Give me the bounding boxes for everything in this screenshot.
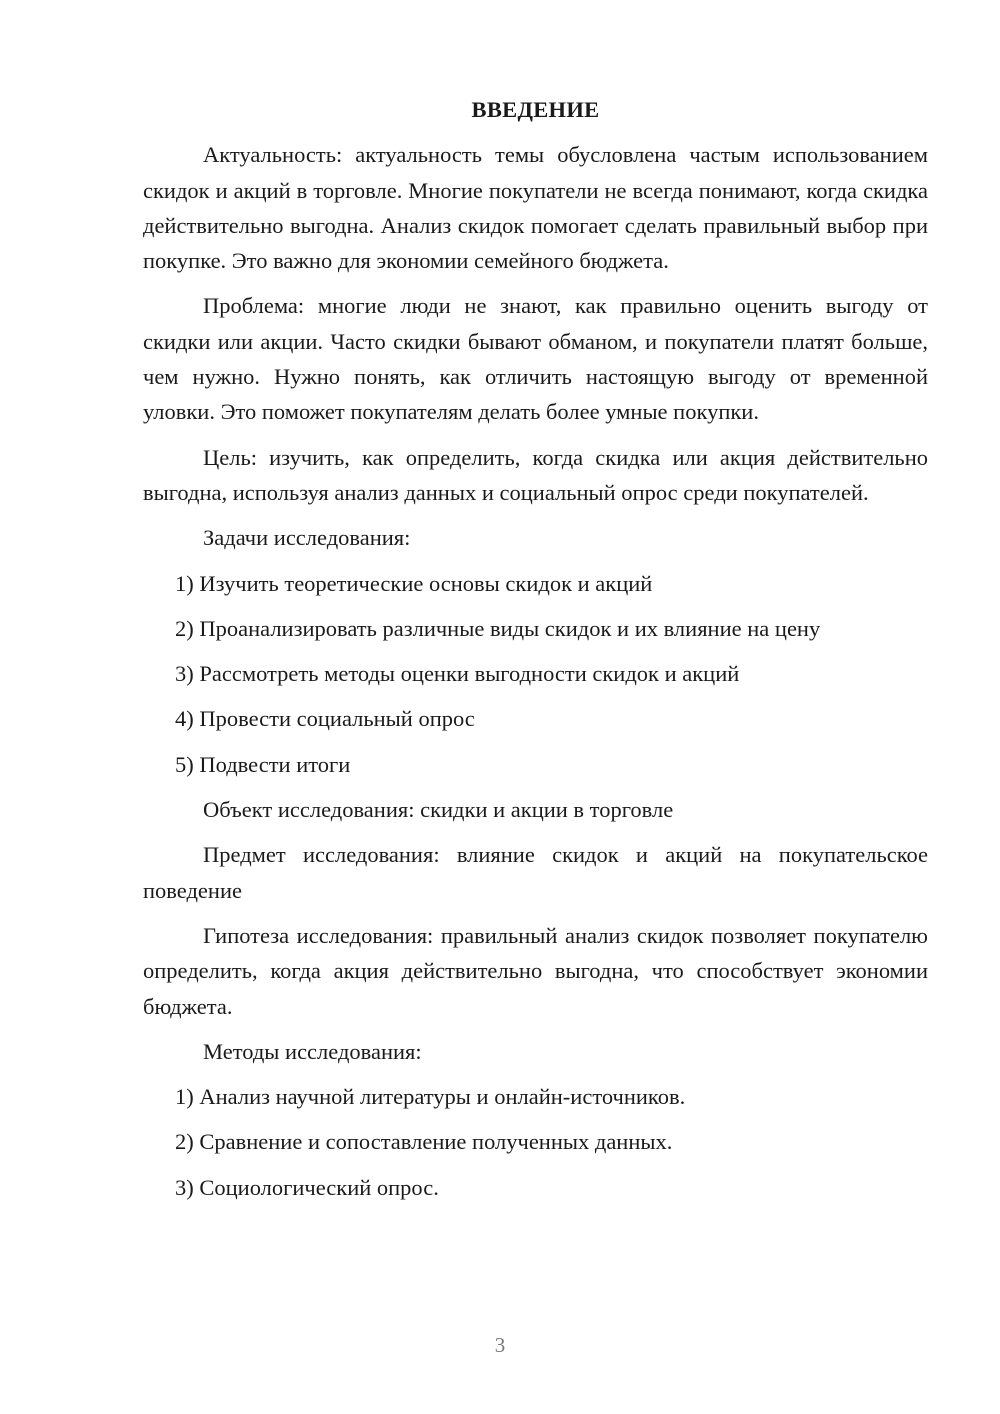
relevance-paragraph: Актуальность: актуальность темы обусловлена частым использованием скидок и акций в торговле. Многие покупатели не всегда понимают, когда скидка действительно выгодна. Анализ скидок помогает сделать правильный выбор при покупке. Это важно для экономии семейного бюджета.	[143, 142, 928, 274]
subject-paragraph: Предмет исследования: влияние скидок и акций на покупательское поведение	[143, 842, 928, 903]
tasks-list	[143, 566, 928, 782]
goal-paragraph: Цель: изучить, как определить, когда скидка или акция действительно выгодна, используя анализ данных и социальный опрос среди покупателей.	[143, 444, 928, 505]
list-item: 1) Изучить теоретические основы скидок и акций	[175, 570, 653, 596]
section-title: ВВЕДЕНИЕ	[471, 97, 600, 122]
list-item: 3) Рассмотреть методы оценки выгодности скидок и акций	[175, 661, 740, 687]
hypothesis-paragraph: Гипотеза исследования: правильный анализ скидок позволяет покупателю определить, когда акция действительно выгодна, что способствует экономии бюджета.	[143, 922, 928, 1019]
document-page	[143, 92, 928, 1215]
list-item: 4) Провести социальный опрос	[175, 706, 475, 732]
methods-heading: Методы исследования:	[203, 1038, 422, 1064]
problem-paragraph: Проблема: многие люди не знают, как правильно оценить выгоду от скидки или акции. Часто скидки бывают обманом, и покупатели платят больше, чем нужно. Нужно понять, как отличить настоящую выгоду от временной уловки. Это поможет покупателям делать более умные покупки.	[143, 293, 928, 425]
list-item: 2) Сравнение и сопоставление полученных данных.	[175, 1129, 673, 1155]
list-item: 3) Социологический опрос.	[175, 1174, 439, 1200]
list-item: 1) Анализ научной литературы и онлайн-источников.	[175, 1084, 686, 1110]
list-item: 2) Проанализировать различные виды скидок и их влияние на цену	[175, 615, 821, 641]
tasks-heading: Задачи исследования:	[203, 525, 411, 551]
list-item: 5) Подвести итоги	[175, 751, 351, 777]
page-number: 3	[494, 1333, 506, 1357]
methods-list	[143, 1079, 928, 1205]
object-paragraph: Объект исследования: скидки и акции в торговле	[203, 797, 674, 823]
